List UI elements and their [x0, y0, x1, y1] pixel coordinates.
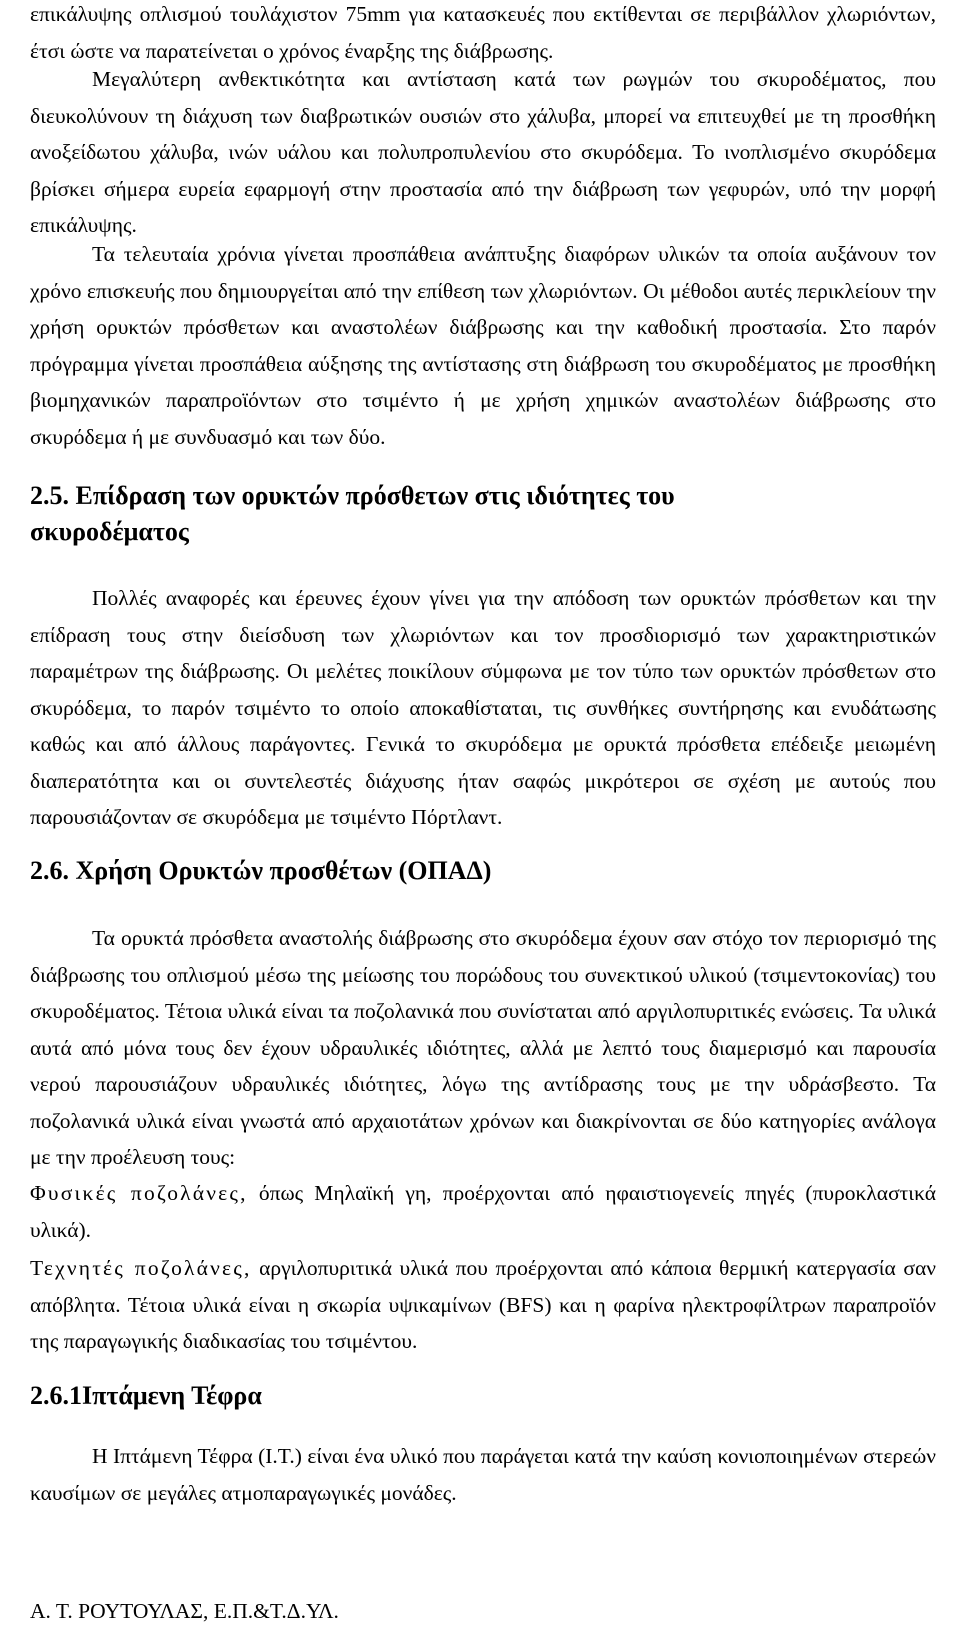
artificial-pozzolans-item [30, 1250, 936, 1360]
artificial-pozzolans-term: Τεχνητές ποζολάνες, [30, 1256, 252, 1280]
intro-paragraph-2: Μεγαλύτερη ανθεκτικότητα και αντίσταση κατά των ρωγμών του σκυροδέματος, που διευκολύνουν τη διάχυση των διαβρωτικών ουσιών στο χάλυβα, μπορεί να επιτευχθεί με τη προσθήκη ανοξείδωτου χάλυβα, ινών υάλου και πολυπροπυλενίου στο σκυρόδεμα. Το ινοπλισμένο σκυρόδεμα βρίσκει σήμερα ευρεία εφαρμογή στην προστασία από την διάβρωση των γεφυρών, υπό την μορφή επικάλυψης. [30, 67, 936, 237]
natural-pozzolans-item [30, 1175, 936, 1248]
section-2-6-paragraph: Τα ορυκτά πρόσθετα αναστολής διάβρωσης στο σκυρόδεμα έχουν σαν στόχο τον περιορισμό της διάβρωσης του οπλισμού μέσω της μείωσης του πορώδους του συνεκτικού υλικού (τσιμεντοκονίας) του σκυροδέματος. Τέτοια υλικά είναι τα ποζολανικά που συνίσταται από αργιλοπυριτικές ενώσεις. Τα υλικά αυτά από μόνα τους δεν έχουν υδραυλικές ιδιότητες, αλλά με λεπτό τους διαμερισμό και παρουσία νερού παρουσιάζουν υδραυλικές ιδιότητες, λόγω της αντίδρασης τους με την υδράσβεστο. Τα ποζολανικά υλικά είναι γνωστά από αρχαιοτάτων χρόνων και διακρίνονται σε δύο κατηγορίες ανάλογα με την προέλευση τους: [30, 926, 936, 1169]
artificial-pozzolans-text: αργιλοπυριτικά υλικά που προέρχονται από κάποια θερμική κατεργασία σαν απόβλητα. Τέτοια υλικά είναι η σκωρία υψικαμίνων (BFS) και η φαρίνα ηλεκτροφίλτρων παραπροϊόν της παραγωγικής διαδικασίας του τσιμέντου. [30, 1256, 936, 1353]
section-heading-2-6-1: 2.6.1Ιπτάμενη Τέφρα [30, 1381, 262, 1410]
page-footer: Α. Τ. ΡΟΥΤΟΥΛΑΣ, Ε.Π.&Τ.Δ.ΥΛ. [30, 1599, 339, 1623]
intro-paragraph-3: Τα τελευταία χρόνια γίνεται προσπάθεια ανάπτυξης διαφόρων υλικών τα οποία αυξάνουν τον χρόνο επισκευής που δημιουργείται από την επίθεση των χλωριόντων. Οι μέθοδοι αυτές περικλείουν την χρήση ορυκτών πρόσθετων και αναστολέων διάβρωσης και την καθοδική προστασία. Στο παρόν πρόγραμμα γίνεται προσπάθεια αύξησης της αντίστασης στη διάβρωση του σκυροδέματος με προσθήκη βιομηχανικών παραπροϊόντων στο τσιμέντο ή με χρήση χημικών αναστολέων διάβρωσης στο σκυρόδεμα ή με συνδυασμό και των δύο. [30, 242, 936, 449]
section-heading-2-5: 2.5. Επίδραση των ορυκτών πρόσθετων στις ιδιότητες του σκυροδέματος [30, 481, 675, 546]
natural-pozzolans-term: Φυσικές ποζολάνες, [30, 1181, 248, 1205]
section-heading-2-6: 2.6. Χρήση Ορυκτών προσθέτων (ΟΠΑΔ) [30, 856, 492, 885]
section-2-6-1-paragraph: Η Ιπτάμενη Τέφρα (Ι.Τ.) είναι ένα υλικό που παράγεται κατά την καύση κονιοποιημένων στερεών καυσίμων σε μεγάλες ατμοπαραγωγικές μονάδες. [30, 1444, 936, 1505]
section-2-5-paragraph: Πολλές αναφορές και έρευνες έχουν γίνει για την απόδοση των ορυκτών πρόσθετων και την επίδραση τους στην διείσδυση των χλωριόντων και τον προσδιορισμό των χαρακτηριστικών παραμέτρων της διάβρωσης. Οι μελέτες ποικίλουν σύμφωνα με τον τύπο των ορυκτών πρόσθετων στο σκυρόδεμα, το παρόν τσιμέντο το οποίο αποκαθίσταται, τις συνθήκες συντήρησης και ενυδάτωσης καθώς και από άλλους παράγοντες. Γενικά το σκυρόδεμα με ορυκτά πρόσθετα επέδειξε μειωμένη διαπερατότητα και οι συντελεστές διάχυσης ήταν σαφώς μικρότεροι σε σχέση με αυτούς που παρουσιάζονταν σε σκυρόδεμα με τσιμέντο Πόρτλαντ. [30, 586, 936, 829]
natural-pozzolans-text: όπως Μηλαϊκή γη, προέρχονται από ηφαιστιογενείς πηγές (πυροκλαστικά υλικά). [30, 1181, 936, 1242]
intro-paragraph-1: επικάλυψης οπλισμού τουλάχιστον 75mm για κατασκευές που εκτίθενται σε περιβάλλον χλωριόντων, έτσι ώστε να παρατείνεται ο χρόνος έναρξης της διάβρωσης. [30, 2, 936, 63]
